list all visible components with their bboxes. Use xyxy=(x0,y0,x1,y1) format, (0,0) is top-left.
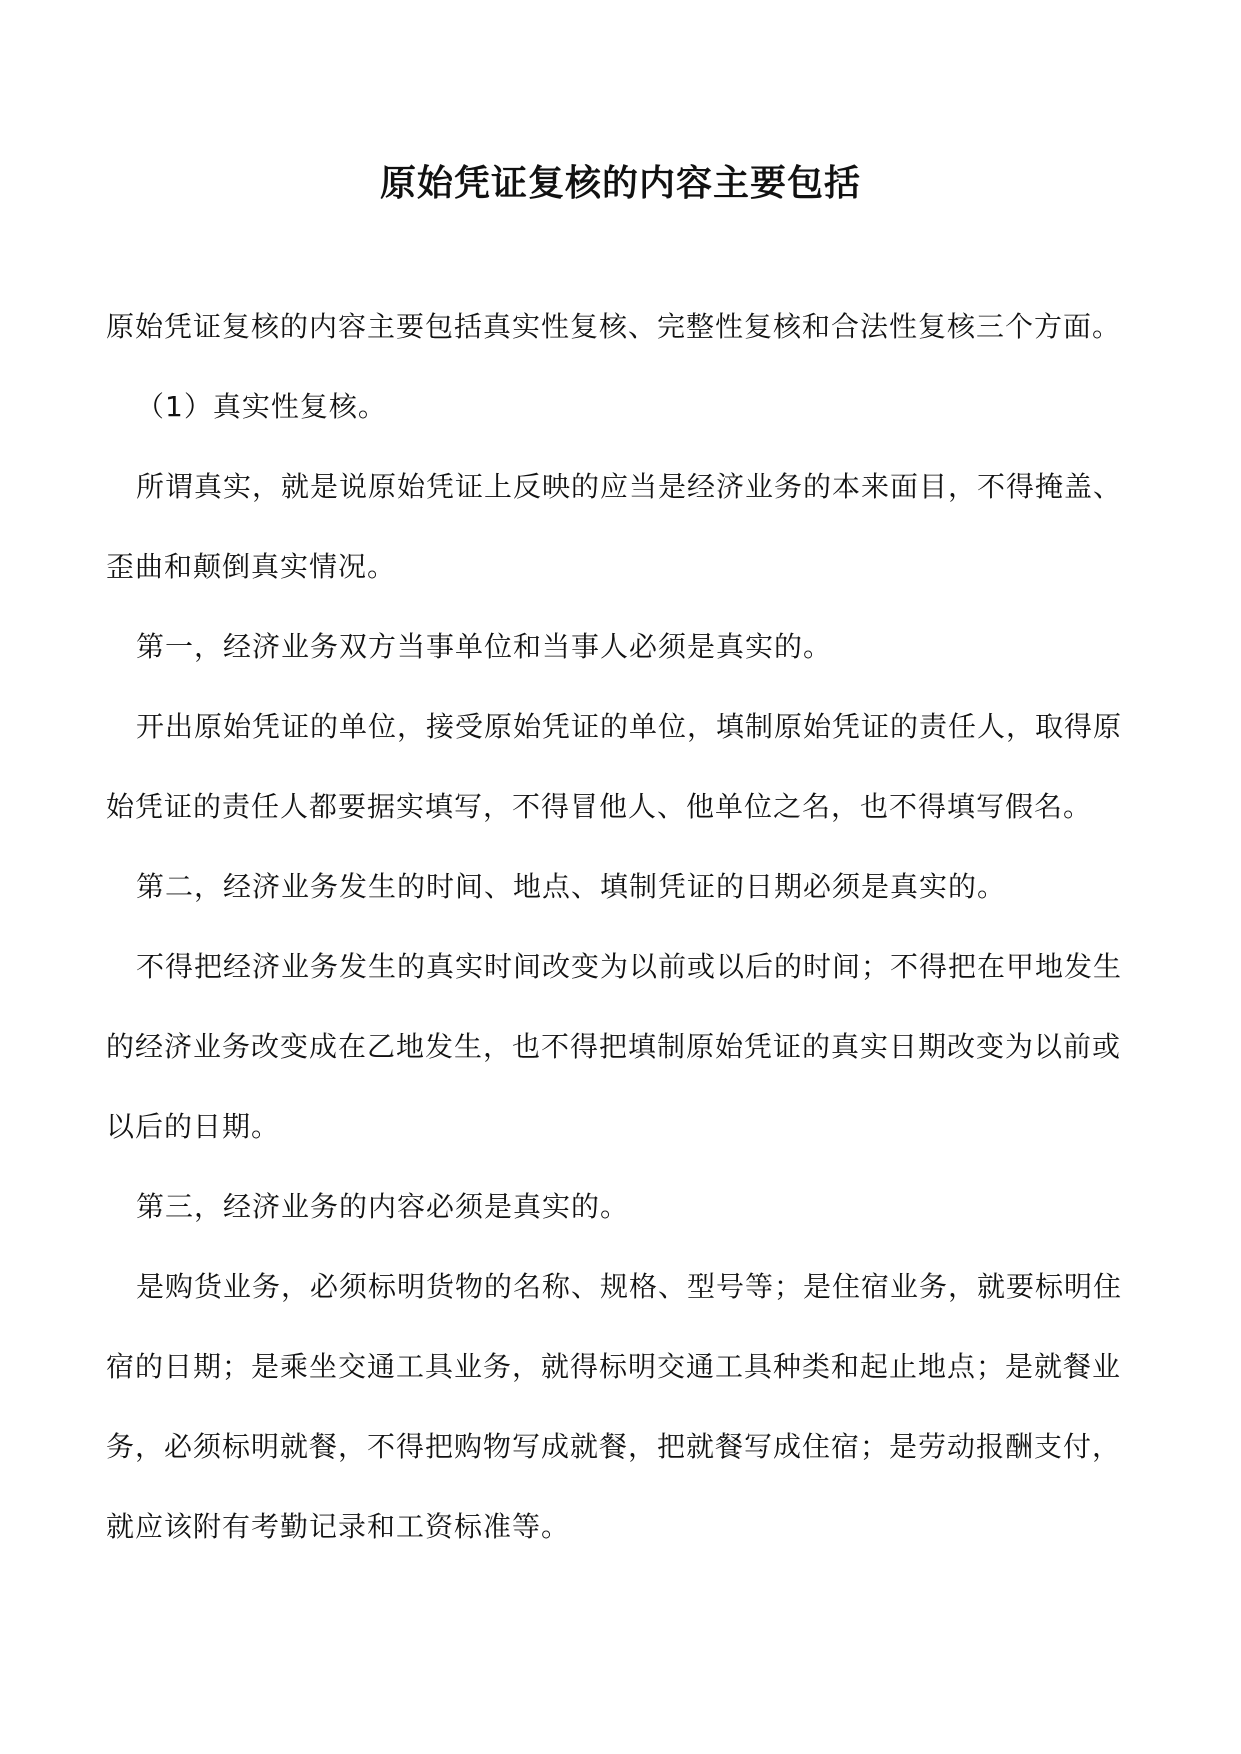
paragraph-line: 所谓真实，就是说原始凭证上反映的应当是经济业务的本来面目，不得掩盖、 xyxy=(136,470,1123,503)
paragraph-line: 始凭证的责任人都要据实填写，不得冒他人、他单位之名，也不得填写假名。 xyxy=(106,790,1093,823)
paragraph-line: 是购货业务，必须标明货物的名称、规格、型号等；是住宿业务，就要标明住 xyxy=(136,1270,1123,1303)
paragraph-line: 以后的日期。 xyxy=(106,1110,281,1143)
document-title: 原始凭证复核的内容主要包括 xyxy=(379,163,861,204)
paragraph-line: 第二，经济业务发生的时间、地点、填制凭证的日期必须是真实的。 xyxy=(136,870,1007,903)
paragraph-line: 就应该附有考勤记录和工资标准等。 xyxy=(106,1510,571,1543)
paragraph-line: 歪曲和颠倒真实情况。 xyxy=(106,550,397,583)
paragraph-line: 第一，经济业务双方当事单位和当事人必须是真实的。 xyxy=(136,630,833,663)
paragraph-line: 宿的日期；是乘坐交通工具业务，就得标明交通工具种类和起止地点；是就餐业 xyxy=(106,1350,1122,1383)
paragraph-line: 第三，经济业务的内容必须是真实的。 xyxy=(136,1190,630,1223)
document-body xyxy=(106,287,1138,1567)
paragraph-line: 原始凭证复核的内容主要包括真实性复核、完整性复核和合法性复核三个方面。 xyxy=(106,310,1122,343)
paragraph-line: 的经济业务改变成在乙地发生，也不得把填制原始凭证的真实日期改变为以前或 xyxy=(106,1030,1122,1063)
paragraph-line: （1）真实性复核。 xyxy=(136,390,387,423)
paragraph-line: 务，必须标明就餐，不得把购物写成就餐，把就餐写成住宿；是劳动报酬支付， xyxy=(106,1430,1122,1463)
paragraph-line: 不得把经济业务发生的真实时间改变为以前或以后的时间；不得把在甲地发生 xyxy=(136,950,1123,983)
paragraph-line: 开出原始凭证的单位，接受原始凭证的单位，填制原始凭证的责任人，取得原 xyxy=(136,710,1123,743)
